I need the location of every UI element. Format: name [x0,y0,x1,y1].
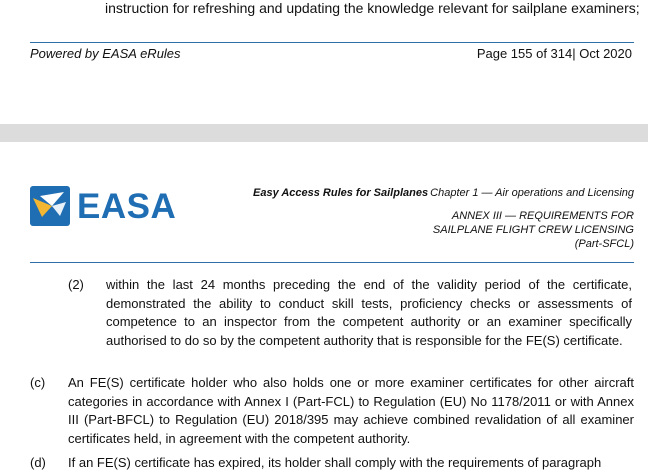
header-divider [30,262,634,263]
item-d-text: If an FE(S) certificate has expired, its holder shall comply with the requirements of paragraph [68,455,602,470]
easa-logo [30,186,177,226]
previous-page-trailing-text: instruction for refreshing and updating the knowledge relevant for sailplane examiners; [105,0,640,16]
item-2-text: within the last 24 months preceding the end of the validity period of the certificate, demonstrated the ability to conduct skill tests, proficiency checks or assessments of competence to an inspector from the competent authority or an examiner specifically authorised to do so by the competent authority that is responsible for the FE(S) certificate. [106,277,632,348]
page-separator [0,124,648,142]
item-c-marker: (c) [30,375,46,390]
item-c-text: An FE(S) certificate holder who also holds one or more examiner certificates for other aircraft categories in accordance with Annex I (Part-FCL) to Regulation (EU) No 1178/2011 or with Annex III (Part-BFCL) to Regulation (EU) 2018/395 may achieve combined revalidation of all examiner certificates held, in agreement with the competent authority. [68,375,634,446]
previous-page-bottom [0,0,648,124]
easa-wordmark: EASA [77,187,177,226]
header-chapter: Chapter 1 — Air operations and Licensing [430,187,634,199]
footer-powered-by: Powered by EASA eRules [30,46,181,61]
item-2-marker: (2) [68,277,84,292]
item-d-marker: (d) [30,455,46,470]
header-annex: ANNEX III — REQUIREMENTS FOR SAILPLANE FLIGHT CREW LICENSING (Part-SFCL) [432,210,634,250]
header-document-title: Easy Access Rules for Sailplanes [253,187,429,199]
easa-bird-icon [30,186,70,226]
footer-page-number: Page 155 of 314| Oct 2020 [476,46,632,61]
footer-divider [30,42,634,43]
